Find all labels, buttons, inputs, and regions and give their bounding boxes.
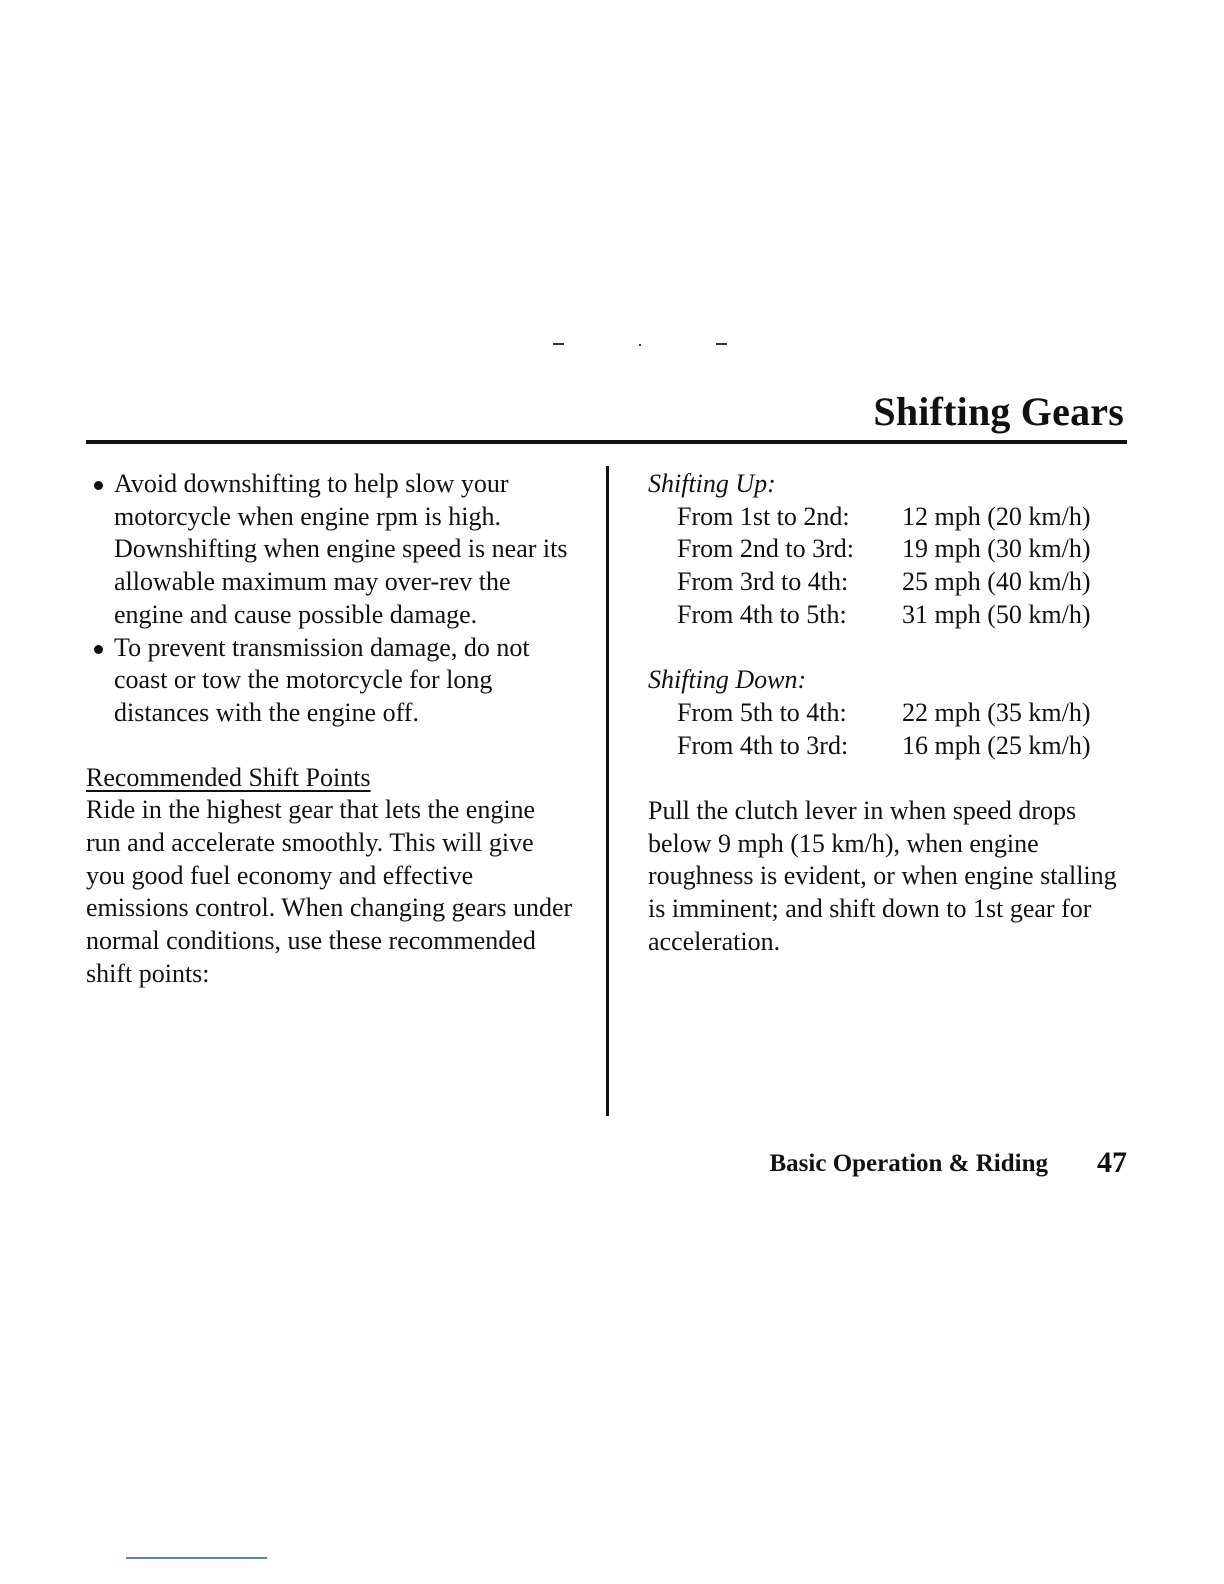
shift-row	[648, 697, 1128, 730]
shift-range: From 5th to 4th:	[677, 697, 847, 727]
shift-speed: 31 mph (50 km/h)	[902, 599, 1091, 629]
page-number: 47	[1097, 1146, 1127, 1179]
shift-row	[648, 566, 1128, 599]
bullet-text: Avoid downshifting to help slow your motorcycle when engine rpm is high. Downshifting when engine speed is near its allowable maximum may over-rev the engine and cause possible damage.	[114, 469, 568, 629]
scan-speck	[639, 344, 641, 346]
shift-range: From 3rd to 4th:	[677, 567, 849, 597]
title-rule	[86, 440, 1127, 444]
shift-range: From 2nd to 3rd:	[677, 534, 854, 564]
page-title: Shifting Gears	[873, 389, 1124, 434]
bullet-text: To prevent transmission damage, do not coast or tow the motorcycle for long distances with the engine off.	[114, 632, 530, 727]
column-divider	[606, 466, 609, 1116]
shift-range: From 4th to 5th:	[677, 599, 847, 629]
scan-speck	[716, 343, 727, 345]
bullet-item	[86, 468, 576, 632]
section-heading: Recommended Shift Points	[86, 762, 371, 792]
scan-speck	[553, 343, 564, 345]
shift-speed: 16 mph (25 km/h)	[902, 730, 1091, 760]
shifting-down-label: Shifting Down:	[648, 665, 807, 695]
shift-speed: 22 mph (35 km/h)	[902, 697, 1091, 727]
bullet-dot-icon	[94, 645, 103, 654]
shift-row	[648, 599, 1128, 632]
scan-artifact-line	[126, 1557, 267, 1559]
bullet-item	[86, 632, 576, 730]
spacer	[648, 762, 1128, 795]
shift-points-paragraph: Ride in the highest gear that lets the engine run and accelerate smoothly. This will give you good fuel economy and effective emissions control. When changing gears under normal conditions, use these recommended shift points:	[86, 795, 573, 988]
left-column	[86, 468, 576, 991]
shift-row	[648, 501, 1128, 534]
shifting-up-label: Shifting Up:	[648, 469, 776, 498]
right-column	[648, 468, 1128, 959]
shift-row	[648, 730, 1128, 763]
shift-range: From 1st to 2nd:	[677, 501, 850, 531]
shift-range: From 4th to 3rd:	[677, 730, 849, 760]
shift-speed: 19 mph (30 km/h)	[902, 534, 1091, 564]
spacer	[648, 632, 1128, 665]
shift-row	[648, 533, 1128, 566]
footer-section-label: Basic Operation & Riding	[769, 1150, 1048, 1177]
bullet-dot-icon	[94, 481, 103, 490]
clutch-paragraph: Pull the clutch lever in when speed drops below 9 mph (15 km/h), when engine roughness is evident, or when engine stalling is imminent; and shift down to 1st gear for acceleration.	[648, 796, 1117, 956]
shift-speed: 25 mph (40 km/h)	[902, 567, 1091, 597]
bullet-list	[86, 468, 576, 730]
shift-speed: 12 mph (20 km/h)	[902, 501, 1091, 531]
